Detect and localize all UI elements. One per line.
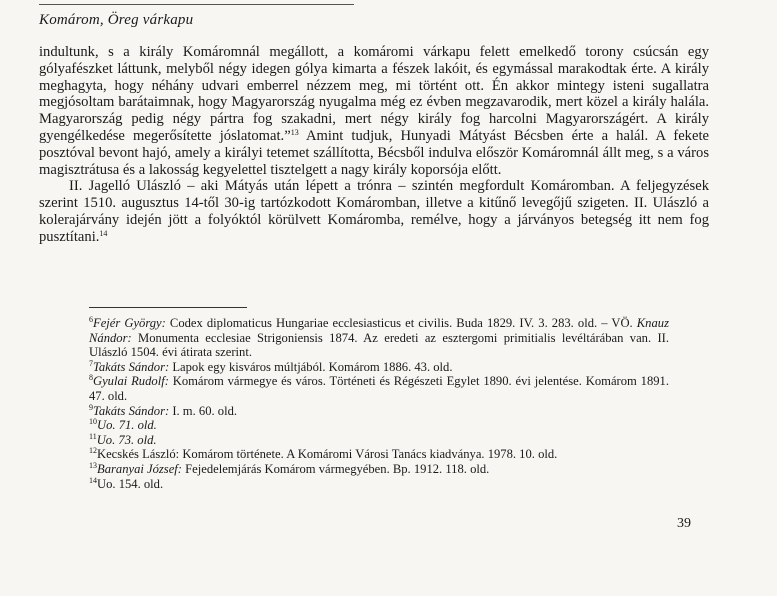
- footnote-8: [89, 374, 669, 403]
- footnote-number: 11: [89, 431, 97, 441]
- body-text: [39, 44, 709, 246]
- footnote-text: Uo. 154. old.: [97, 476, 164, 491]
- footnote-text: Fejedelemjárás Komárom vármegyében. Bp. 1912. 118. old.: [182, 461, 490, 476]
- paragraph-text: Amint tudjuk, Hunyadi Mátyást Bécsben érte a halál. A fekete posztóval bevont hajó, amely a királyi tetemet szállította, Bécsből indulva először Komáromnál állt meg, s a város magisztrátusa és a lakosság kegyelettel tisztelgett a nagy király koporsója előtt.: [39, 127, 709, 178]
- footnote-author: Knauz Nándor:: [89, 316, 669, 345]
- footnote-author: Uo. 71. old.: [97, 418, 157, 433]
- body-paragraph: [39, 178, 709, 245]
- header-rule: [39, 4, 354, 5]
- footnotes: [89, 316, 669, 491]
- footnote-number: 12: [89, 446, 97, 456]
- footnote-author: Fejér György:: [93, 316, 166, 330]
- footnote-6: [89, 316, 669, 360]
- footnote-number: 10: [89, 417, 97, 427]
- footnote-text: Lapok egy kisváros múltjából. Komárom 1886. 43. old.: [169, 359, 453, 374]
- footnote-ref: 13: [290, 127, 299, 137]
- footnote-author: Uo. 73. old.: [96, 432, 157, 447]
- page-number: 39: [677, 516, 691, 531]
- footnote-author: Takáts Sándor:: [93, 403, 170, 418]
- paragraph-text: indultunk, s a király Komáromnál megállott, a komáromi várkapu felett emelkedő torony csúcsán egy gólyafészket láttunk, melyből négy idegen gólya kimarta a fészek lakóit, és egymással marakodtak érte. A király meghagyta, hogy néhány udvari emberrel nézzem meg, mi történt ott. Én akkor mintegy isteni sugallatra megjósoltam barátaimnak, hogy Magyarország nyugalma még ez évben megzavarodik, mert közel a király halála. Magyarország pedig négy pártra fog szakadni, mert négy király fog harcolni Magyarországért. A király gyengélkedése megerősítette jóslatomat.”: [39, 44, 709, 144]
- footnote-text: Monumenta ecclesiae Strigoniensis 1874. Az eredeti az esztergomi primitialis levéltárában van. II. Ulászló 1504. évi átirata szerint.: [89, 330, 669, 360]
- footnote-rule: [89, 307, 247, 308]
- footnote-11: [89, 433, 669, 448]
- footnote-number: 8: [89, 373, 93, 383]
- footnote-12: [89, 447, 669, 462]
- footnote-author: Gyulai Rudolf:: [93, 374, 169, 389]
- footnote-9: [89, 404, 669, 419]
- footnote-number: 9: [89, 402, 93, 412]
- footnote-ref: 14: [99, 228, 108, 238]
- footnote-number: 14: [89, 475, 97, 485]
- footnote-number: 13: [89, 460, 97, 470]
- footnote-7: [89, 360, 669, 375]
- footnote-number: 7: [89, 358, 93, 368]
- footnote-13: [89, 462, 669, 477]
- footnote-14: [89, 477, 669, 492]
- footnote-number: 6: [89, 315, 93, 324]
- running-head: Komárom, Öreg várkapu: [39, 12, 194, 28]
- footnote-text: Kecskés László: Komárom története. A Komáromi Városi Tanács kiadványa. 1978. 10. old.: [97, 447, 558, 462]
- body-paragraph: [39, 44, 709, 178]
- footnote-author: Takáts Sándor:: [93, 359, 170, 374]
- footnote-text: Codex diplomaticus Hungariae ecclesiasticus et civilis. Buda 1829. IV. 3. 283. old. – VÖ.: [165, 316, 637, 330]
- paragraph-text: II. Jagelló Ulászló – aki Mátyás után lépett a trónra – szintén megfordult Komáromban. A feljegyzések szerint 1510. augusztus 14-től 30-ig tartózkodott Komáromban, illetve a kitűnő levegőjű szigeten. II. Ulászló a kolerajárvány idején jött a folyóktól körülvett Komáromba, remélve, hogy a járványos betegség itt nem fog pusztítani.: [39, 178, 709, 245]
- footnote-text: Komárom vármegye és város. Történeti és Régészeti Egylet 1890. évi jelentése. Komárom 1891. 47. old.: [89, 374, 669, 403]
- footnote-text: I. m. 60. old.: [169, 403, 238, 418]
- footnote-10: [89, 418, 669, 433]
- footnote-author: Baranyai József:: [97, 461, 182, 476]
